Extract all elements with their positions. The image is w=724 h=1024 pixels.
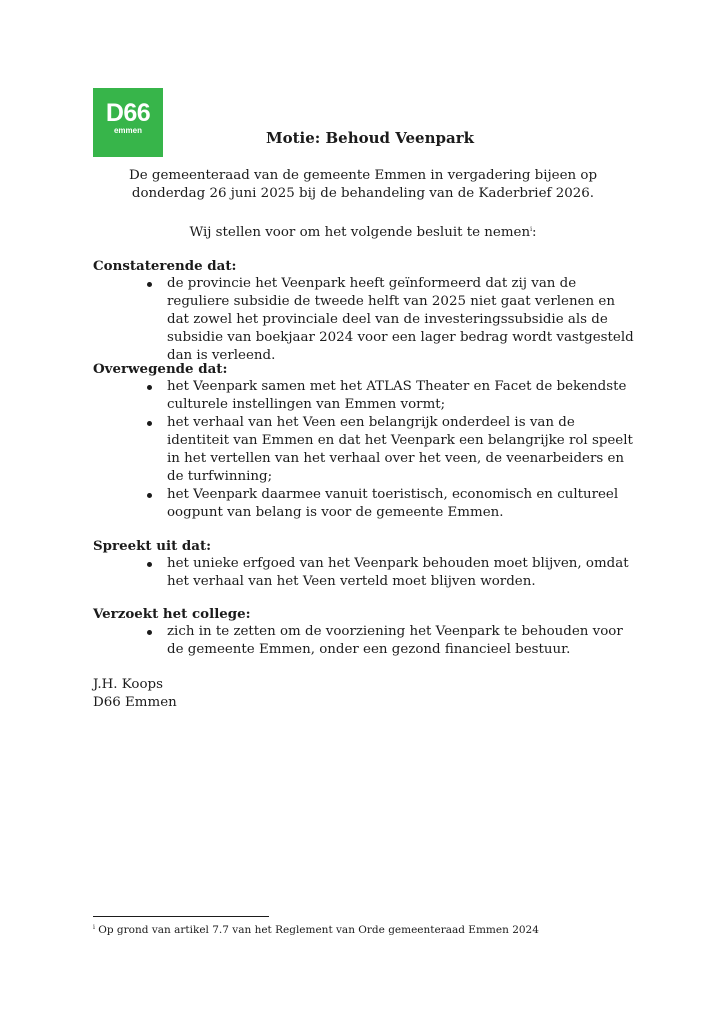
footnote-marker: i [93,924,95,931]
footnote-reference: i [530,226,533,233]
list-item: het verhaal van het Veen een belangrijk onderdeel is van de identiteit van Emmen en dat het Veenpark een belangrijke rol speelt in het vertellen van het verhaal over het veen, de veenarbeiders en de turfwinning; [167,414,638,486]
signatory-name: J.H. Koops [93,677,163,692]
footnote-divider [93,916,269,917]
d66-logo [93,88,163,157]
list-item: het Veenpark daarmee vanuit toeristisch, economisch en cultureel oogpunt van belang is voor de gemeente Emmen. [167,486,638,522]
document-title: Motie: Behoud Veenpark [265,129,475,147]
list-item: zich in te zetten om de voorziening het Veenpark te behouden voor de gemeente Emmen, onder een gezond financieel bestuur. [167,623,638,659]
section-spreekt-uit [93,537,638,591]
list-item: het Veenpark samen met het ATLAS Theater en Facet de bekendste culturele instellingen van Emmen vormt; [167,378,638,414]
intro-paragraph: De gemeenteraad van de gemeente Emmen in vergadering bijeen op donderdag 26 juni 2025 bij de behandeling van de Kaderbrief 2026. [128,168,598,201]
bullet-list [93,623,638,659]
proposal-suffix: : [532,225,537,240]
logo-text: D66 [105,99,151,127]
signatory-party: D66 Emmen [93,695,177,710]
section-heading: Constaterende dat: [93,258,237,274]
footnote-text: Op grond van artikel 7.7 van het Reglement van Orde gemeenteraad Emmen 2024 [98,924,539,936]
proposal-text: Wij stellen voor om het volgende besluit te nemen [189,225,531,240]
signature-block [93,676,177,712]
section-heading: Verzoekt het college: [93,606,251,622]
bullet-list [93,275,638,365]
section-heading: Overwegende dat: [93,361,228,377]
logo-subtext: emmen [113,126,142,135]
footnote [93,921,539,937]
list-item: het unieke erfgoed van het Veenpark behouden moet blijven, omdat het verhaal van het Veen verteld moet blijven worden. [167,555,638,591]
list-item: de provincie het Veenpark heeft geïnformeerd dat zij van de reguliere subsidie de tweede helft van 2025 niet gaat verlenen en dat zowel het provinciale deel van de investeringssubsidie als de subsidie van boekjaar 2024 voor een lager bedrag wordt vastgesteld dan is verleend. [167,275,638,365]
bullet-list [93,378,638,522]
bullet-list [93,555,638,591]
section-constaterende [93,257,638,365]
section-heading: Spreekt uit dat: [93,538,212,554]
proposal-sentence [93,221,633,242]
section-overwegende [93,360,638,522]
section-verzoekt [93,605,638,659]
